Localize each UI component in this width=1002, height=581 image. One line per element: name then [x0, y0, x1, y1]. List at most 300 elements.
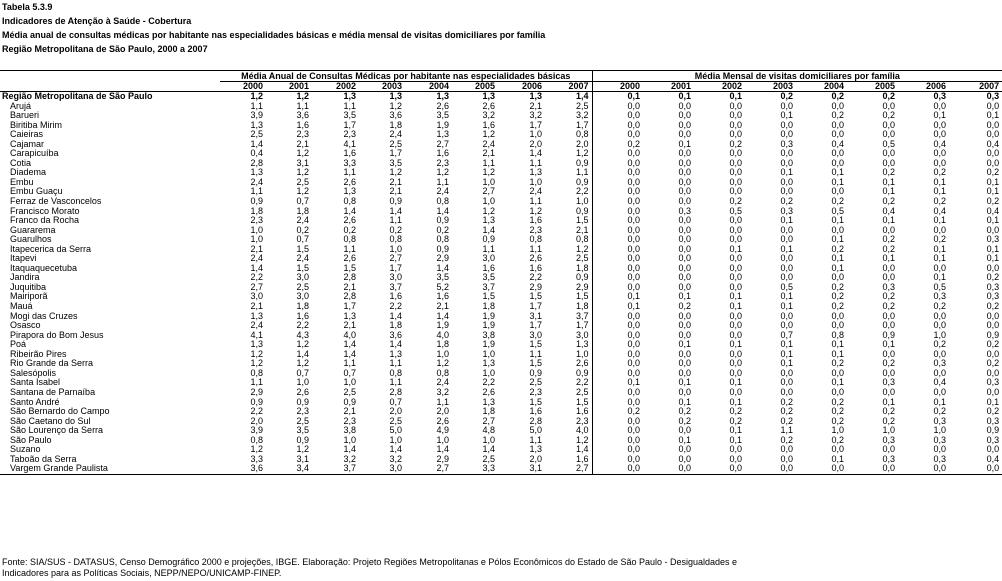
cell-visitas: 0,2	[933, 407, 947, 417]
data-table-container	[0, 70, 1002, 475]
cell-visitas: 0,0	[729, 120, 743, 130]
cell-consultas: 1,0	[529, 177, 542, 187]
cell-visitas: 0,2	[882, 244, 896, 254]
cell-consultas: 1,7	[389, 263, 402, 273]
cell-consultas: 1,7	[576, 321, 589, 331]
cell-consultas: 1,8	[250, 206, 263, 216]
cell-consultas: 1,4	[436, 311, 449, 321]
cell-visitas: 0,0	[592, 178, 643, 188]
cell-visitas: 0,0	[933, 158, 947, 168]
cell-consultas: 2,4	[250, 254, 263, 264]
cell-visitas: 0,0	[678, 273, 692, 283]
cell-visitas: 0,1	[882, 340, 896, 350]
cell-consultas: 1,3	[529, 168, 542, 178]
cell-visitas: 0,2	[882, 91, 896, 101]
cell-visitas: 0,4	[933, 139, 947, 149]
table-row	[0, 302, 1002, 312]
cell-visitas: 0,2	[729, 416, 743, 426]
row-label: Santo André	[10, 397, 60, 407]
cell-consultas: 3,0	[529, 330, 542, 340]
cell-consultas: 2,8	[343, 273, 356, 283]
cell-consultas: 1,0	[576, 197, 589, 207]
cell-visitas: 0,0	[933, 321, 947, 331]
group-header-visitas: Média Mensal de visitas domiciliares por família	[592, 71, 1002, 82]
cell-consultas: 2,2	[250, 273, 263, 283]
cell-visitas: 0,0	[678, 454, 692, 464]
cell-visitas: 0,0	[592, 226, 643, 236]
cell-visitas: 0,1	[933, 273, 947, 283]
row-label: Guararema	[10, 225, 56, 235]
data-table	[0, 70, 1002, 475]
cell-consultas: 1,5	[529, 292, 542, 302]
cell-consultas: 1,0	[343, 435, 356, 445]
table-row	[0, 283, 1002, 293]
cell-consultas: 1,1	[576, 168, 589, 178]
cell-visitas: 0,2	[831, 397, 845, 407]
cell-visitas: 0,0	[882, 368, 896, 378]
cell-consultas: 1,2	[250, 359, 263, 369]
cell-visitas: 0,0	[933, 263, 947, 273]
year-header-consultas-7: 2007	[545, 82, 592, 92]
cell-visitas: 0,2	[986, 168, 1000, 178]
cell-consultas: 1,1	[529, 435, 542, 445]
year-header-consultas-6: 2006	[498, 82, 545, 92]
cell-visitas: 0,0	[729, 273, 743, 283]
cell-consultas: 0,7	[296, 235, 309, 245]
cell-visitas: 0,1	[729, 378, 743, 388]
row-label: Santana de Parnaíba	[10, 387, 96, 397]
cell-consultas: 0,9	[296, 397, 309, 407]
row-label: Pirapora do Bom Jesus	[10, 330, 104, 340]
table-row	[0, 436, 1002, 446]
cell-consultas: 0,9	[343, 397, 356, 407]
cell-visitas: 0,0	[678, 426, 692, 436]
cell-visitas: 0,1	[780, 302, 794, 312]
cell-consultas: 3,2	[529, 111, 542, 121]
cell-visitas: 0,0	[592, 235, 643, 245]
cell-visitas: 0,1	[729, 292, 743, 302]
cell-visitas: 0,0	[729, 387, 743, 397]
cell-consultas: 2,8	[389, 387, 402, 397]
cell-visitas: 0,4	[986, 206, 1000, 216]
cell-visitas: 0,1	[831, 340, 845, 350]
year-header-visitas-0: 2000	[592, 82, 643, 92]
cell-consultas: 4,1	[250, 330, 263, 340]
cell-visitas: 0,2	[933, 302, 947, 312]
cell-visitas: 0,0	[643, 464, 694, 474]
cell-visitas: 0,0	[678, 120, 692, 130]
cell-consultas: 2,1	[389, 177, 402, 187]
cell-visitas: 0,1	[780, 168, 794, 178]
cell-consultas: 2,4	[389, 130, 402, 140]
cell-visitas: 0,0	[986, 149, 1000, 159]
cell-consultas: 0,7	[296, 368, 309, 378]
cell-consultas: 0,7	[389, 397, 402, 407]
cell-visitas: 0,0	[592, 187, 643, 197]
cell-consultas: 1,6	[482, 120, 495, 130]
cell-visitas: 0,2	[780, 407, 794, 417]
cell-visitas: 0,0	[986, 387, 1000, 397]
cell-visitas: 0,0	[933, 387, 947, 397]
cell-visitas: 0,2	[882, 235, 896, 245]
cell-consultas: 1,1	[529, 158, 542, 168]
cell-consultas: 2,5	[296, 177, 309, 187]
cell-visitas: 0,0	[986, 101, 1000, 111]
cell-visitas: 0,1	[678, 91, 692, 101]
cell-consultas: 4,9	[436, 426, 449, 436]
cell-consultas: 1,5	[296, 263, 309, 273]
cell-consultas: 1,6	[343, 149, 356, 159]
cell-visitas: 0,2	[831, 407, 845, 417]
table-row	[0, 398, 1002, 408]
cell-visitas: 0,2	[678, 407, 692, 417]
cell-consultas: 1,6	[436, 292, 449, 302]
cell-consultas: 1,4	[436, 445, 449, 455]
cell-visitas: 0,1	[986, 216, 1000, 226]
cell-visitas: 0,0	[882, 445, 896, 455]
row-label: Taboão da Serra	[10, 454, 77, 464]
cell-visitas: 0,2	[882, 359, 896, 369]
cell-visitas: 0,1	[780, 216, 794, 226]
cell-consultas: 2,8	[529, 416, 542, 426]
cell-consultas: 1,9	[436, 321, 449, 331]
cell-consultas: 2,4	[250, 321, 263, 331]
cell-visitas: 0,0	[592, 111, 643, 121]
cell-visitas: 0,0	[847, 464, 898, 474]
cell-consultas: 1,1	[482, 244, 495, 254]
cell-consultas: 1,7	[343, 120, 356, 130]
cell-visitas: 0,3	[882, 454, 896, 464]
cell-consultas: 2,6	[482, 101, 495, 111]
cell-consultas: 0,2	[389, 225, 402, 235]
cell-consultas: 2,9	[436, 454, 449, 464]
cell-consultas: 3,6	[296, 111, 309, 121]
cell-consultas: 1,6	[296, 120, 309, 130]
cell-visitas: 0,0	[592, 312, 643, 322]
cell-visitas: 0,2	[933, 340, 947, 350]
cell-visitas: 0,0	[678, 111, 692, 121]
row-label: Franco da Rocha	[10, 216, 80, 226]
table-row	[0, 245, 1002, 255]
cell-visitas: 0,0	[678, 321, 692, 331]
cell-visitas: 0,1	[729, 91, 743, 101]
cell-consultas: 3,0	[482, 254, 495, 264]
cell-consultas: 1,3	[482, 91, 495, 101]
cell-consultas: 3,5	[436, 273, 449, 283]
cell-consultas: 0,4	[250, 149, 263, 159]
cell-consultas: 3,1	[296, 158, 309, 168]
cell-consultas: 1,4	[343, 206, 356, 216]
cell-visitas: 0,0	[933, 368, 947, 378]
row-label: Ferraz de Vasconcelos	[10, 197, 102, 207]
cell-consultas: 2,2	[482, 378, 495, 388]
cell-visitas: 0,0	[729, 454, 743, 464]
cell-consultas: 2,6	[343, 177, 356, 187]
cell-consultas: 0,9	[250, 197, 263, 207]
table-row	[0, 417, 1002, 427]
cell-visitas: 0,9	[986, 426, 1000, 436]
cell-visitas: 0,0	[678, 101, 692, 111]
table-row	[0, 111, 1002, 121]
cell-consultas: 1,1	[389, 359, 402, 369]
cell-consultas: 0,8	[250, 368, 263, 378]
row-label: Carapicuíba	[10, 149, 59, 159]
cell-consultas: 1,1	[250, 187, 263, 197]
cell-visitas: 0,0	[986, 368, 1000, 378]
cell-visitas: 0,0	[678, 216, 692, 226]
cell-consultas: 1,3	[529, 445, 542, 455]
cell-consultas: 1,0	[436, 349, 449, 359]
cell-visitas: 0,3	[933, 454, 947, 464]
cell-visitas: 0,3	[882, 378, 896, 388]
cell-consultas: 1,6	[529, 407, 542, 417]
cell-visitas: 0,0	[882, 387, 896, 397]
table-row	[0, 426, 1002, 436]
cell-consultas: 1,1	[529, 197, 542, 207]
table-number: Tabela 5.3.9	[2, 2, 53, 12]
cell-visitas: 0,0	[678, 263, 692, 273]
group-header-blank	[0, 71, 220, 82]
cell-consultas: 1,4	[436, 263, 449, 273]
cell-consultas: 1,3	[576, 340, 589, 350]
cell-visitas: 0,0	[592, 130, 643, 140]
cell-consultas: 0,2	[296, 225, 309, 235]
cell-consultas: 1,1	[389, 216, 402, 226]
cell-visitas: 0,1	[678, 139, 692, 149]
cell-visitas: 0,1	[831, 349, 845, 359]
cell-consultas: 2,3	[296, 407, 309, 417]
cell-visitas: 0,0	[780, 177, 794, 187]
table-row	[0, 254, 1002, 264]
cell-visitas: 0,0	[729, 187, 743, 197]
cell-visitas: 0,0	[678, 149, 692, 159]
cell-visitas: 0,1	[780, 359, 794, 369]
cell-visitas: 0,0	[780, 187, 794, 197]
cell-consultas: 1,9	[482, 321, 495, 331]
cell-consultas: 1,4	[250, 263, 263, 273]
cell-visitas: 0,0	[831, 120, 845, 130]
cell-consultas: 3,5	[482, 273, 495, 283]
cell-visitas: 0,1	[831, 378, 845, 388]
cell-visitas: 0,0	[882, 101, 896, 111]
cell-consultas: 2,7	[436, 139, 449, 149]
row-label: Suzano	[10, 445, 41, 455]
cell-visitas: 0,2	[882, 416, 896, 426]
cell-consultas: 3,0	[250, 292, 263, 302]
cell-visitas: 0,0	[592, 359, 643, 369]
cell-visitas: 0,0	[592, 264, 643, 274]
cell-consultas: 1,3	[529, 91, 542, 101]
cell-consultas: 4,0	[436, 330, 449, 340]
cell-visitas: 0,1	[933, 111, 947, 121]
cell-visitas: 0,0	[831, 387, 845, 397]
cell-consultas: 3,2	[389, 454, 402, 464]
row-label: Mogi das Cruzes	[10, 311, 78, 321]
cell-visitas: 0,0	[729, 177, 743, 187]
cell-visitas: 0,0	[729, 101, 743, 111]
cell-visitas: 0,5	[729, 206, 743, 216]
table-row	[0, 273, 1002, 283]
cell-consultas: 1,0	[389, 244, 402, 254]
cell-visitas: 0,1	[831, 235, 845, 245]
row-label: Embu Guaçu	[10, 187, 63, 197]
table-row	[0, 350, 1002, 360]
table-row	[0, 226, 1002, 236]
cell-visitas: 0,3	[882, 435, 896, 445]
cell-consultas: 2,4	[436, 378, 449, 388]
cell-visitas: 0,0	[933, 149, 947, 159]
cell-visitas: 0,1	[831, 177, 845, 187]
cell-consultas: 1,3	[389, 91, 402, 101]
cell-visitas: 0,2	[882, 292, 896, 302]
cell-consultas: 1,7	[529, 302, 542, 312]
cell-visitas: 0,0	[729, 168, 743, 178]
cell-consultas: 3,5	[296, 426, 309, 436]
table-row	[0, 168, 1002, 178]
cell-visitas: 0,3	[986, 282, 1000, 292]
cell-consultas: 4,8	[482, 426, 495, 436]
cell-visitas: 0,1	[592, 92, 643, 102]
table-row	[0, 312, 1002, 322]
cell-visitas: 0,2	[780, 397, 794, 407]
table-row	[0, 464, 1002, 474]
table-body	[0, 92, 1002, 475]
cell-consultas: 1,3	[250, 120, 263, 130]
cell-visitas: 0,1	[678, 292, 692, 302]
cell-consultas: 3,0	[389, 273, 402, 283]
row-label: Salesópolis	[10, 368, 57, 378]
cell-visitas: 0,0	[678, 168, 692, 178]
cell-consultas: 1,2	[389, 101, 402, 111]
table-row	[0, 359, 1002, 369]
cell-consultas: 1,5	[529, 397, 542, 407]
row-label: São Caetano do Sul	[10, 416, 91, 426]
cell-visitas: 0,3	[933, 91, 947, 101]
cell-consultas: 1,2	[576, 149, 589, 159]
cell-consultas: 0,8	[343, 235, 356, 245]
cell-visitas: 0,0	[592, 197, 643, 207]
cell-consultas: 1,8	[389, 321, 402, 331]
cell-visitas: 0,2	[933, 235, 947, 245]
cell-consultas: 1,3	[436, 91, 449, 101]
cell-visitas: 0,1	[986, 397, 1000, 407]
cell-consultas: 1,9	[482, 340, 495, 350]
cell-visitas: 0,0	[780, 368, 794, 378]
cell-consultas: 2,4	[250, 177, 263, 187]
cell-visitas: 0,0	[729, 359, 743, 369]
cell-consultas: 1,5	[482, 292, 495, 302]
row-label: Barueri	[10, 111, 40, 121]
cell-consultas: 2,5	[576, 254, 589, 264]
table-row	[0, 207, 1002, 217]
cell-consultas: 2,7	[405, 464, 452, 474]
cell-consultas: 3,7	[312, 464, 359, 474]
cell-visitas: 0,0	[592, 159, 643, 169]
cell-visitas: 0,2	[729, 197, 743, 207]
cell-consultas: 1,7	[389, 149, 402, 159]
cell-consultas: 2,6	[296, 387, 309, 397]
cell-consultas: 2,5	[250, 130, 263, 140]
cell-consultas: 3,5	[436, 111, 449, 121]
cell-consultas: 2,5	[529, 378, 542, 388]
cell-visitas: 0,1	[729, 397, 743, 407]
cell-visitas: 0,0	[678, 311, 692, 321]
cell-visitas: 0,2	[678, 416, 692, 426]
cell-consultas: 2,0	[529, 454, 542, 464]
cell-visitas: 0,0	[592, 398, 643, 408]
cell-consultas: 3,6	[389, 330, 402, 340]
row-label: Região Metropolitana de São Paulo	[2, 91, 153, 101]
cell-visitas: 1,0	[882, 426, 896, 436]
cell-visitas: 0,0	[592, 102, 643, 112]
cell-consultas: 3,9	[250, 111, 263, 121]
cell-visitas: 0,0	[592, 216, 643, 226]
cell-consultas: 3,9	[250, 426, 263, 436]
cell-consultas: 2,2	[576, 378, 589, 388]
cell-consultas: 1,2	[250, 91, 263, 101]
cell-visitas: 0,1	[882, 216, 896, 226]
cell-visitas: 0,0	[678, 330, 692, 340]
cell-visitas: 0,0	[949, 464, 1002, 474]
cell-visitas: 0,1	[780, 244, 794, 254]
cell-consultas: 2,1	[343, 321, 356, 331]
cell-consultas: 2,0	[576, 139, 589, 149]
year-header-visitas-5: 2005	[847, 82, 898, 92]
table-row	[0, 178, 1002, 188]
cell-consultas: 1,2	[482, 168, 495, 178]
cell-visitas: 0,0	[831, 445, 845, 455]
row-label: Jandira	[10, 273, 40, 283]
cell-visitas: 0,0	[933, 225, 947, 235]
cell-consultas: 1,8	[436, 340, 449, 350]
row-label: São Bernardo do Campo	[10, 407, 110, 417]
cell-consultas: 1,8	[296, 206, 309, 216]
cell-visitas: 0,0	[592, 273, 643, 283]
cell-visitas: 0,1	[986, 111, 1000, 121]
cell-visitas: 0,0	[882, 311, 896, 321]
cell-consultas: 2,9	[576, 282, 589, 292]
cell-visitas: 0,0	[882, 158, 896, 168]
cell-visitas: 0,2	[831, 91, 845, 101]
cell-consultas: 2,5	[576, 387, 589, 397]
cell-consultas: 2,1	[436, 302, 449, 312]
cell-visitas: 0,0	[592, 350, 643, 360]
cell-consultas: 0,8	[436, 368, 449, 378]
cell-visitas: 0,2	[592, 407, 643, 417]
cell-visitas: 0,0	[729, 368, 743, 378]
cell-visitas: 0,0	[592, 417, 643, 427]
cell-visitas: 0,2	[780, 197, 794, 207]
cell-consultas: 1,9	[482, 311, 495, 321]
cell-consultas: 2,4	[436, 187, 449, 197]
cell-visitas: 0,1	[882, 177, 896, 187]
cell-visitas: 0,2	[831, 111, 845, 121]
row-label: Osasco	[10, 321, 41, 331]
cell-consultas: 4,1	[343, 139, 356, 149]
cell-consultas: 3,2	[482, 111, 495, 121]
cell-consultas: 3,5	[389, 158, 402, 168]
cell-consultas: 2,6	[343, 254, 356, 264]
group-header-row	[0, 71, 1002, 82]
cell-consultas: 5,0	[529, 426, 542, 436]
cell-consultas: 1,3	[250, 311, 263, 321]
cell-visitas: 0,0	[592, 388, 643, 398]
row-label: Mairiporã	[10, 292, 48, 302]
cell-visitas: 0,5	[882, 139, 896, 149]
cell-visitas: 0,0	[831, 101, 845, 111]
cell-consultas: 3,3	[250, 454, 263, 464]
row-label: Rio Grande da Serra	[10, 359, 94, 369]
